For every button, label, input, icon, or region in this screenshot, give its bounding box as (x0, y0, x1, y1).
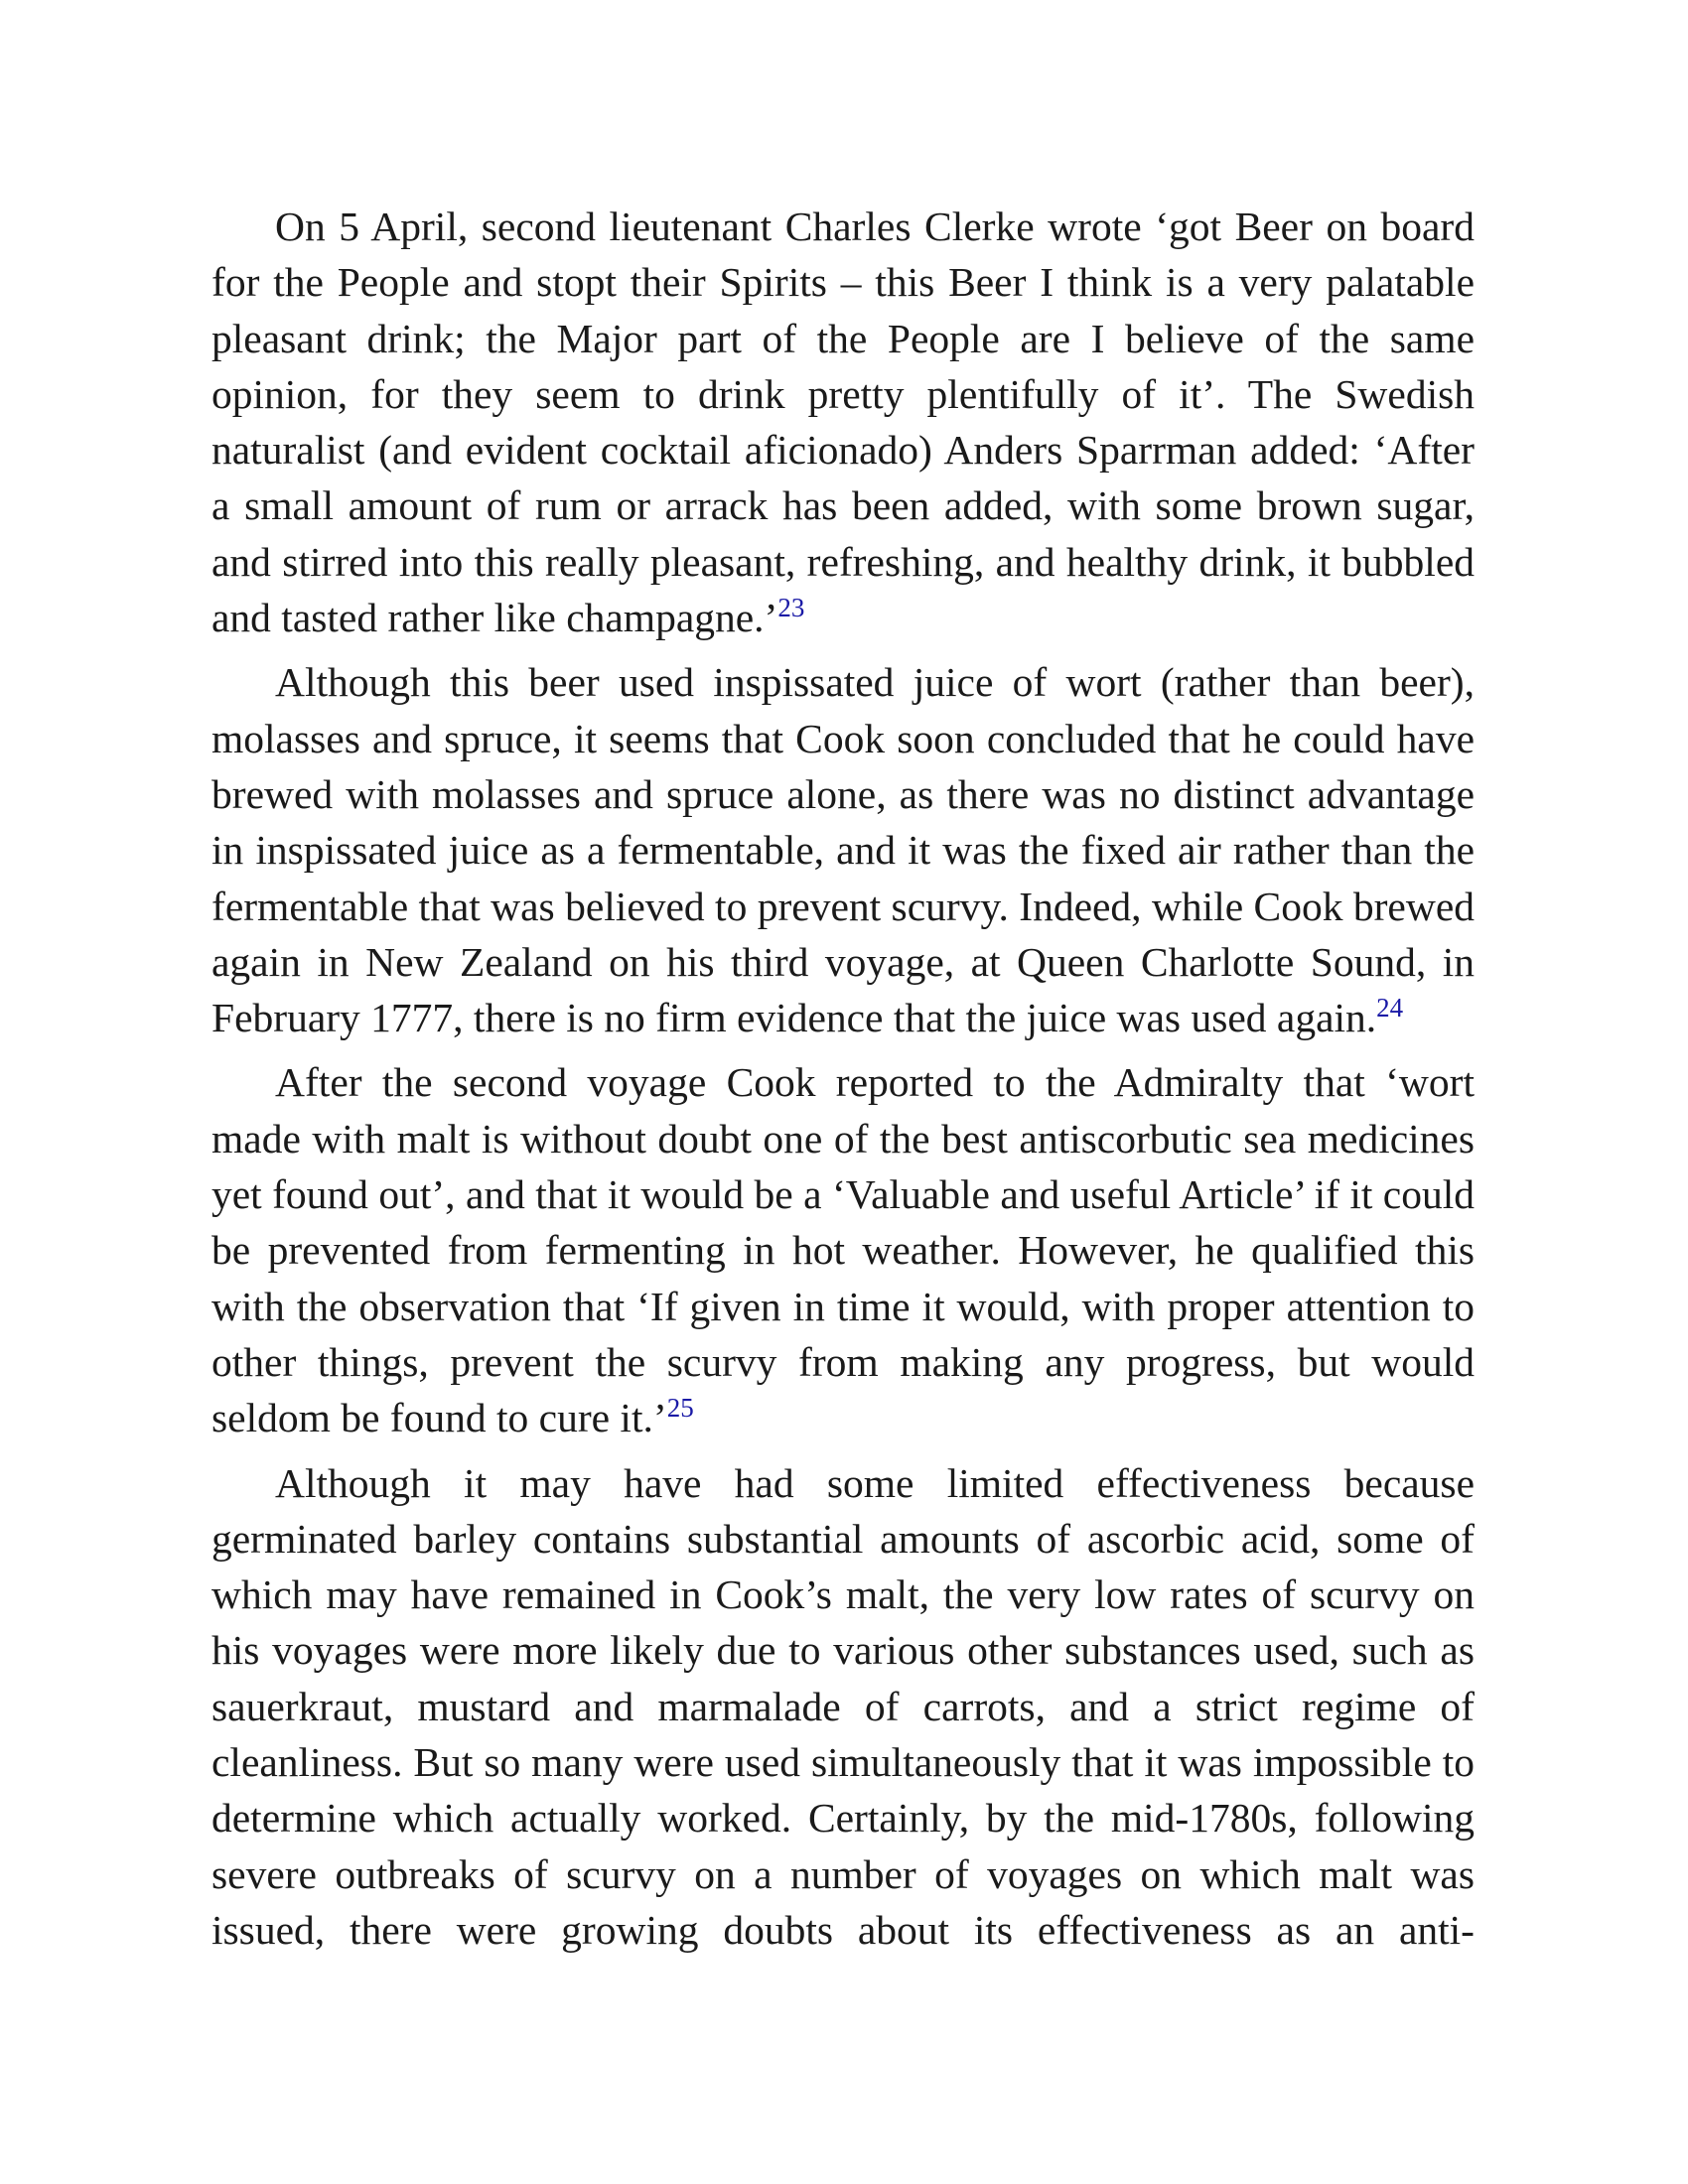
footnote-link-23[interactable]: 23 (777, 593, 805, 623)
footnote-link-25[interactable]: 25 (666, 1393, 694, 1424)
paragraph-text: On 5 April, second lieutenant Charles Clerke wrote ‘got Beer on board for the People and stopt their Spirits – this Beer I think is a very palatable pleasant drink; the Major part of the People are I believe of the same opinion, for they seem to drink pretty plentifully of it’. The Swedish naturalist (and evident cocktail aficionado) Anders Sparrman added: ‘After a small amount of rum or arrack has been added, with some brown sugar, and stirred into this really pleasant, refreshing, and healthy drink, it bubbled and tasted rather like champagne.’ (211, 204, 1475, 641)
paragraph-inspissated-juice (211, 654, 1475, 1045)
paragraph-text: Although it may have had some limited effectiveness because germinated barley contains substantial amounts of ascorbic acid, some of which may have remained in Cook’s malt, the very low rates of scurvy on his voyages were more likely due to various other substances used, such as sauerkraut, mustard and marmalade of carrots, and a strict regime of cleanliness. But so many were used simultaneously that it was impossible to determine which actually worked. Certainly, by the mid-1780s, following severe outbreaks of scurvy on a number of voyages on which malt was issued, there were growing doubts about its effectiveness as an anti- (211, 1459, 1475, 1953)
page-body (211, 199, 1475, 1967)
paragraph-admiralty-report (211, 1054, 1475, 1445)
footnote-link-24[interactable]: 24 (1376, 993, 1404, 1024)
paragraph-text: Although this beer used inspissated juice of wort (rather than beer), molasses and spruce, it seems that Cook soon concluded that he could have brewed with molasses and spruce alone, as there was no distinct advantage in inspissated juice as a fermentable, and it was the fixed air rather than the fermentable that was believed to prevent scurvy. Indeed, while Cook brewed again in New Zealand on his third voyage, at Queen Charlotte Sound, in February 1777, there is no firm evidence that the juice was used again. (211, 659, 1475, 1041)
paragraph-clerke-beer (211, 199, 1475, 645)
paragraph-text: After the second voyage Cook reported to the Admiralty that ‘wort made with malt is without doubt one of the best antiscorbutic sea medicines yet found out’, and that it would be a ‘Valuable and useful Article’ if it could be prevented from fermenting in hot weather. However, he qualified this with the observation that ‘If given in time it would, with proper attention to other things, prevent the scurvy from making any progress, but would seldom be found to cure it.’ (211, 1059, 1475, 1441)
paragraph-scurvy-effectiveness (211, 1455, 1475, 1959)
